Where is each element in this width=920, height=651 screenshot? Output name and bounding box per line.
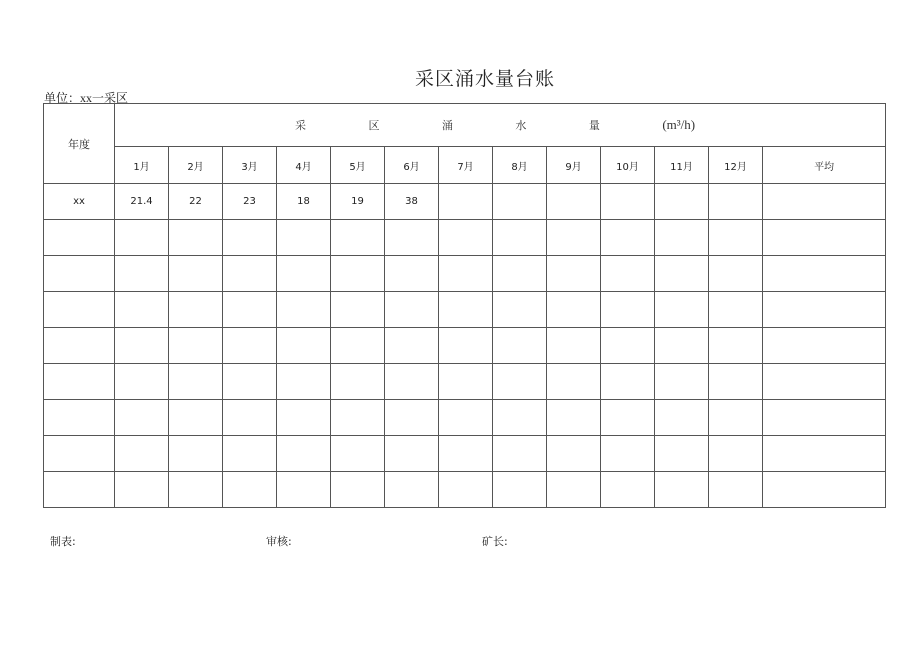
average-cell bbox=[763, 256, 886, 292]
table-row bbox=[44, 184, 886, 220]
month-value-cell bbox=[385, 400, 439, 436]
month-value-cell bbox=[709, 400, 763, 436]
month-value-cell bbox=[547, 184, 601, 220]
average-cell bbox=[763, 364, 886, 400]
month-value-cell bbox=[709, 256, 763, 292]
prepared-by-label: 制表: bbox=[50, 535, 76, 548]
month-value-cell bbox=[115, 328, 169, 364]
span-header-char: 区 bbox=[368, 119, 380, 132]
month-value-cell bbox=[493, 328, 547, 364]
month-value-cell bbox=[331, 400, 385, 436]
month-value-cell bbox=[601, 184, 655, 220]
month-value-cell bbox=[277, 220, 331, 256]
span-header-char: 量 bbox=[588, 119, 600, 132]
month-value-cell bbox=[655, 436, 709, 472]
month-value-cell bbox=[277, 364, 331, 400]
month-header: 4月 bbox=[277, 147, 331, 184]
month-value-cell bbox=[493, 436, 547, 472]
month-value-cell bbox=[655, 328, 709, 364]
header-row-1 bbox=[44, 104, 886, 147]
month-value-cell bbox=[223, 400, 277, 436]
month-header: 1月 bbox=[115, 147, 169, 184]
average-cell bbox=[763, 400, 886, 436]
month-value-cell bbox=[547, 436, 601, 472]
month-value-cell bbox=[169, 400, 223, 436]
month-value-cell bbox=[655, 220, 709, 256]
month-value-cell bbox=[169, 328, 223, 364]
month-value-cell bbox=[709, 328, 763, 364]
month-value-cell bbox=[331, 256, 385, 292]
month-header: 11月 bbox=[655, 147, 709, 184]
month-header: 10月 bbox=[601, 147, 655, 184]
span-header-char: 水 bbox=[515, 119, 527, 132]
average-header: 平均 bbox=[763, 147, 886, 184]
span-header-char: 涌 bbox=[441, 119, 453, 132]
month-header: 2月 bbox=[169, 147, 223, 184]
month-value-cell bbox=[493, 184, 547, 220]
month-value-cell bbox=[169, 256, 223, 292]
month-value-cell bbox=[169, 220, 223, 256]
month-value-cell bbox=[331, 472, 385, 508]
month-value-cell bbox=[601, 364, 655, 400]
month-value-cell: 19 bbox=[331, 184, 385, 220]
table-row bbox=[44, 256, 886, 292]
month-value-cell bbox=[601, 256, 655, 292]
month-value-cell bbox=[439, 184, 493, 220]
month-value-cell bbox=[331, 436, 385, 472]
year-cell bbox=[44, 472, 115, 508]
year-cell bbox=[44, 220, 115, 256]
month-value-cell bbox=[655, 292, 709, 328]
month-value-cell bbox=[331, 220, 385, 256]
month-value-cell bbox=[277, 436, 331, 472]
month-value-cell bbox=[547, 364, 601, 400]
table-row bbox=[44, 328, 886, 364]
month-value-cell bbox=[223, 256, 277, 292]
month-value-cell bbox=[547, 292, 601, 328]
month-value-cell bbox=[115, 292, 169, 328]
month-value-cell bbox=[439, 400, 493, 436]
month-value-cell bbox=[547, 400, 601, 436]
month-value-cell bbox=[709, 472, 763, 508]
month-value-cell bbox=[385, 220, 439, 256]
table-row bbox=[44, 436, 886, 472]
span-header bbox=[115, 104, 886, 147]
month-value-cell bbox=[115, 436, 169, 472]
table-row bbox=[44, 472, 886, 508]
month-value-cell bbox=[547, 220, 601, 256]
year-cell: xx bbox=[44, 184, 115, 220]
average-cell bbox=[763, 436, 886, 472]
month-value-cell bbox=[601, 328, 655, 364]
month-value-cell bbox=[601, 436, 655, 472]
reviewed-by-label: 审核: bbox=[266, 535, 292, 548]
month-value-cell bbox=[655, 472, 709, 508]
month-value-cell bbox=[115, 220, 169, 256]
month-value-cell bbox=[493, 400, 547, 436]
month-value-cell bbox=[385, 436, 439, 472]
month-value-cell bbox=[385, 256, 439, 292]
month-value-cell bbox=[223, 436, 277, 472]
month-value-cell bbox=[493, 364, 547, 400]
month-value-cell bbox=[601, 292, 655, 328]
month-value-cell bbox=[655, 400, 709, 436]
month-value-cell bbox=[709, 436, 763, 472]
month-header: 5月 bbox=[331, 147, 385, 184]
month-value-cell bbox=[439, 364, 493, 400]
month-value-cell bbox=[277, 328, 331, 364]
month-value-cell bbox=[385, 328, 439, 364]
month-value-cell bbox=[655, 184, 709, 220]
average-cell bbox=[763, 292, 886, 328]
month-value-cell bbox=[601, 220, 655, 256]
month-value-cell: 38 bbox=[385, 184, 439, 220]
water-inflow-ledger-table bbox=[43, 103, 886, 508]
month-value-cell bbox=[709, 220, 763, 256]
month-value-cell bbox=[169, 436, 223, 472]
month-value-cell bbox=[493, 256, 547, 292]
month-value-cell bbox=[115, 256, 169, 292]
month-value-cell bbox=[223, 220, 277, 256]
month-value-cell bbox=[385, 364, 439, 400]
year-cell bbox=[44, 400, 115, 436]
month-value-cell bbox=[277, 472, 331, 508]
year-cell bbox=[44, 256, 115, 292]
month-value-cell: 21.4 bbox=[115, 184, 169, 220]
year-header: 年度 bbox=[44, 104, 115, 184]
month-value-cell bbox=[709, 184, 763, 220]
year-cell bbox=[44, 292, 115, 328]
span-header-unit: (m³/h) bbox=[662, 117, 696, 132]
span-header-char: 采 bbox=[295, 119, 306, 132]
month-value-cell bbox=[385, 292, 439, 328]
month-value-cell bbox=[547, 472, 601, 508]
month-value-cell bbox=[439, 256, 493, 292]
unit-line: 单位：xx一采区 bbox=[44, 91, 129, 105]
month-value-cell bbox=[439, 220, 493, 256]
month-value-cell bbox=[115, 364, 169, 400]
month-value-cell bbox=[601, 400, 655, 436]
month-value-cell bbox=[169, 292, 223, 328]
year-cell bbox=[44, 364, 115, 400]
month-value-cell bbox=[277, 256, 331, 292]
month-header: 12月 bbox=[709, 147, 763, 184]
average-cell bbox=[763, 220, 886, 256]
month-value-cell bbox=[439, 328, 493, 364]
month-value-cell bbox=[277, 400, 331, 436]
month-value-cell bbox=[331, 328, 385, 364]
month-value-cell bbox=[169, 472, 223, 508]
month-value-cell bbox=[223, 292, 277, 328]
mine-director-label: 矿长: bbox=[482, 535, 508, 548]
page-title: 采区涌水量台账 bbox=[414, 68, 555, 90]
month-value-cell bbox=[493, 292, 547, 328]
month-header: 6月 bbox=[385, 147, 439, 184]
month-value-cell bbox=[439, 292, 493, 328]
average-cell bbox=[763, 472, 886, 508]
month-value-cell bbox=[115, 472, 169, 508]
table-row bbox=[44, 400, 886, 436]
month-value-cell bbox=[493, 472, 547, 508]
month-value-cell bbox=[439, 436, 493, 472]
month-value-cell: 22 bbox=[169, 184, 223, 220]
table-row bbox=[44, 364, 886, 400]
month-value-cell bbox=[655, 256, 709, 292]
year-cell bbox=[44, 328, 115, 364]
table-row bbox=[44, 292, 886, 328]
month-value-cell bbox=[223, 472, 277, 508]
average-cell bbox=[763, 184, 886, 220]
month-value-cell bbox=[223, 364, 277, 400]
month-header: 7月 bbox=[439, 147, 493, 184]
month-value-cell bbox=[223, 328, 277, 364]
month-value-cell bbox=[709, 292, 763, 328]
month-value-cell bbox=[277, 292, 331, 328]
year-cell bbox=[44, 436, 115, 472]
month-header-row bbox=[44, 147, 886, 184]
month-value-cell bbox=[331, 292, 385, 328]
month-value-cell bbox=[493, 220, 547, 256]
month-value-cell bbox=[331, 364, 385, 400]
month-value-cell bbox=[601, 472, 655, 508]
month-value-cell bbox=[169, 364, 223, 400]
month-value-cell bbox=[385, 472, 439, 508]
average-cell bbox=[763, 328, 886, 364]
month-value-cell bbox=[655, 364, 709, 400]
month-header: 8月 bbox=[493, 147, 547, 184]
month-header: 9月 bbox=[547, 147, 601, 184]
month-value-cell: 18 bbox=[277, 184, 331, 220]
month-value-cell bbox=[439, 472, 493, 508]
month-value-cell: 23 bbox=[223, 184, 277, 220]
month-value-cell bbox=[115, 400, 169, 436]
month-value-cell bbox=[547, 328, 601, 364]
month-value-cell bbox=[709, 364, 763, 400]
month-header: 3月 bbox=[223, 147, 277, 184]
table-row bbox=[44, 220, 886, 256]
month-value-cell bbox=[547, 256, 601, 292]
